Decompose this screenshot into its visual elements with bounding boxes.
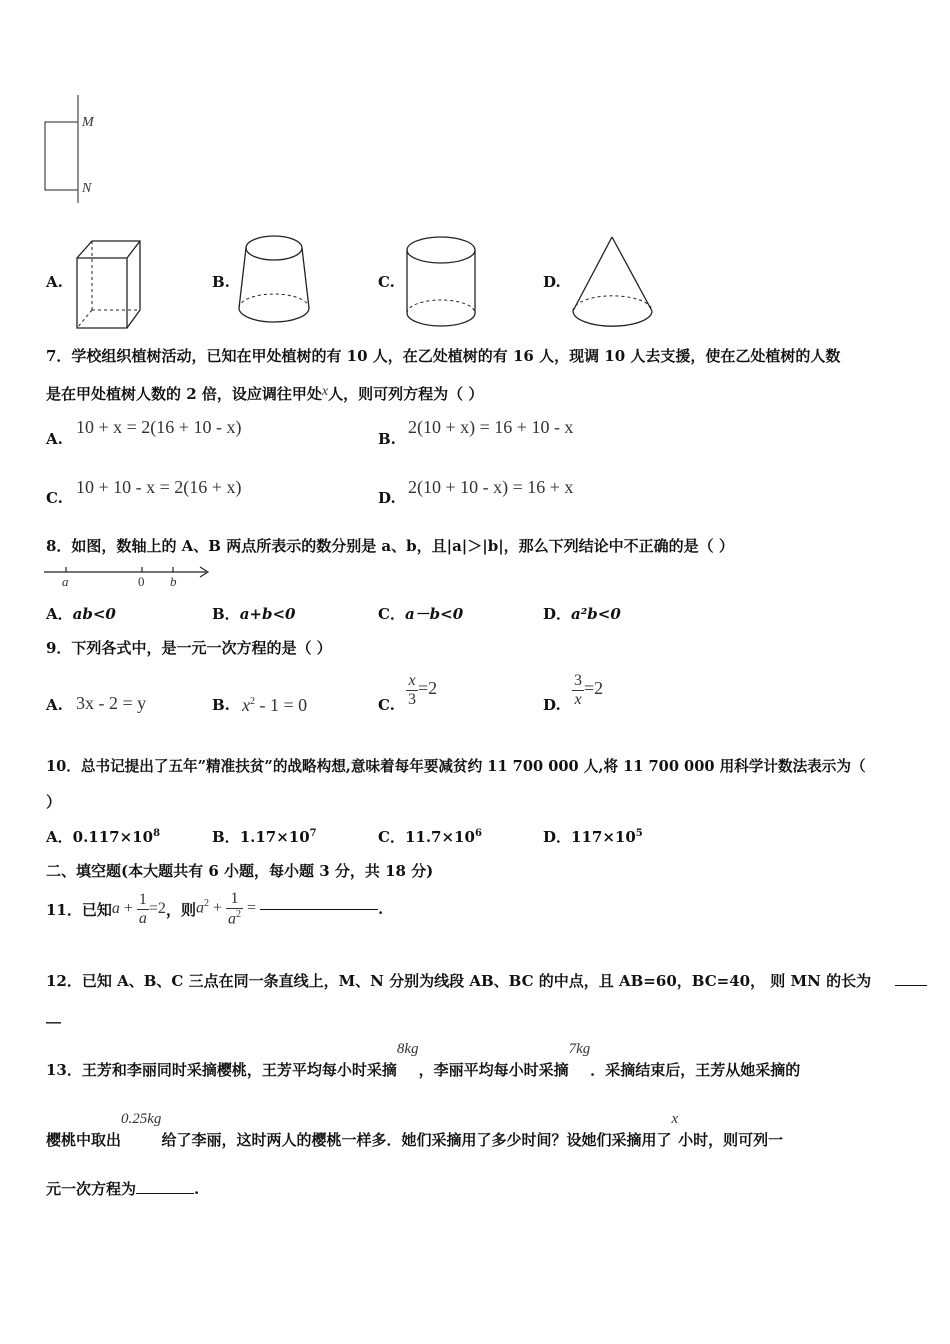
q7-option-d-label: D.: [378, 489, 396, 507]
q13-text-1c: ．采摘结束后，王芳从她采摘的: [590, 1061, 801, 1079]
q11-target-a: a: [195, 899, 204, 917]
q9-option-a-expr: 3x - 2 = y: [76, 693, 147, 713]
q13-text-3a: 元一次方程为: [46, 1180, 137, 1198]
cone-icon: [570, 233, 660, 337]
label-m: M: [82, 115, 94, 130]
q9-option-a-label: A.: [46, 696, 63, 714]
q12-stem-text: 12．已知 A、B、C 三点在同一条直线上，M、N 分别为线段 AB、BC 的中点，且 AB=60，BC=40， 则 MN 的长为: [46, 972, 872, 990]
q8-option-d-expr: a²b<0: [571, 605, 621, 623]
q10-option-d-label: D．: [543, 828, 572, 846]
q11-given-den: a: [138, 909, 147, 927]
q13-text-1b: ，李丽平均每小时采摘: [418, 1061, 569, 1079]
q10-option-d-base: 117×10: [571, 828, 636, 846]
q6-option-d-label: D.: [543, 273, 561, 291]
q8-option-b-expr: a+b<0: [239, 605, 296, 623]
q7-option-a-label: A.: [46, 430, 63, 448]
q10-option-b-label: B．: [212, 828, 240, 846]
q10-option-b-exp: 7: [309, 828, 317, 839]
q6-option-a-label: A.: [46, 273, 63, 291]
q9-option-b-label: B.: [212, 696, 230, 714]
q13-line1: [46, 1040, 800, 1080]
q8-option-c-label: C．: [378, 605, 405, 623]
q7-option-d-expr: 2(10 + 10 - x) = 16 + x: [408, 477, 574, 497]
q9-option-c-rhs: =2: [418, 678, 438, 699]
rectangle: [45, 122, 78, 190]
section-heading: 二、填空题(本大题共有 6 小题，每小题 3 分，共 18 分): [46, 862, 434, 880]
q9-option-d-label: D.: [543, 696, 561, 714]
q10-option-a-label: A．: [46, 828, 73, 846]
q9-option-b-base: x: [242, 695, 250, 715]
q8-option-a-label: A．: [46, 605, 73, 623]
q9-option-d-num: 3: [574, 672, 582, 689]
cylinder-icon: [403, 233, 483, 337]
q8-option-d-label: D．: [543, 605, 572, 623]
rotation-figure-svg: [40, 95, 120, 205]
cuboid-icon: [72, 238, 142, 337]
q7-stem-text: 是在甲处植树人数的 2 倍，设应调往甲处: [46, 385, 322, 403]
q11-suffix: .: [378, 900, 384, 918]
q7-option-b-label: B.: [378, 430, 396, 448]
q12-answer-blank[interactable]: [895, 985, 927, 986]
q12-stem: [46, 970, 927, 991]
q9-option-b-exp: 2: [250, 696, 255, 707]
q10-option-c: [378, 826, 482, 847]
q11-given-rhs: =2: [148, 899, 166, 917]
q11-target-den: a: [227, 910, 236, 928]
q9-option-b-expr: [242, 695, 307, 716]
q7-option-c-label: C.: [46, 489, 63, 507]
q13-text-2b: 给了李丽，这时两人的樱桃一样多．她们采摘用了多少时间？设她们采摘用了: [161, 1131, 672, 1149]
q11-target-num: 1: [226, 890, 243, 909]
q11-target-eq: =: [246, 899, 257, 917]
q9-stem: 9．下列各式中，是一元一次方程的是（ ）: [46, 639, 332, 657]
tick-label-b: b: [170, 574, 177, 589]
q11-then: ，则: [165, 900, 196, 919]
q9-option-d-rhs: =2: [584, 678, 604, 699]
q13-rate-wangfang: 8kg: [396, 1041, 419, 1057]
q11-given-num: 1: [138, 890, 147, 908]
q13-text-2c: 小时，则可列一: [678, 1131, 784, 1149]
q13-text-3b: .: [194, 1180, 200, 1198]
q6-rotation-figure: [40, 95, 120, 205]
q9-option-d-den: x: [574, 690, 582, 708]
q11: [46, 885, 383, 933]
q10-option-c-label: C．: [378, 828, 405, 846]
q7-option-c-expr: 10 + 10 - x = 2(16 + x): [76, 477, 242, 497]
q13-line3: [46, 1178, 199, 1199]
tick-label-a: a: [62, 574, 69, 589]
q10-stem-line2: ）: [46, 793, 62, 811]
q13-answer-blank[interactable]: [136, 1193, 194, 1194]
q8-option-c-expr: a－b<0: [404, 605, 464, 623]
q11-target-den-exp: 2: [235, 908, 241, 920]
q8-option-a-expr: ab<0: [72, 605, 116, 623]
q11-target-expr: [196, 890, 256, 928]
q9-option-d-expr: [572, 672, 603, 708]
q10-stem-line1: 10．总书记提出了五年”精准扶贫”的战略构想,意味着每年要减贫约 11 700 000 人,将 11 700 000 用科学计数法表示为（: [46, 758, 866, 775]
q13-line2: [46, 1110, 783, 1150]
q10-option-a-base: 0.117×10: [72, 828, 154, 846]
q10-option-d: [543, 826, 643, 847]
q11-target-exp: 2: [203, 898, 209, 910]
q12-stem-line2: __: [46, 1006, 61, 1024]
q8-stem: 8．如图，数轴上的 A、B 两点所表示的数分别是 a、b，且|a|＞|b|，那么下列结论中不正确的是（ ）: [46, 537, 734, 555]
q7-variable: x: [321, 384, 329, 399]
q11-target-plus: +: [212, 899, 222, 917]
q13-text-1a: 13．王芳和李丽同时采摘樱桃，王芳平均每小时采摘: [46, 1061, 397, 1079]
q9-option-b-rest: - 1 = 0: [255, 695, 308, 715]
q6-option-b-label: B.: [212, 273, 230, 291]
q13-rate-lili: 7kg: [568, 1041, 591, 1057]
q11-given-expr: [112, 891, 166, 927]
q9-option-c-label: C.: [378, 696, 395, 714]
q9-option-c-den: 3: [408, 690, 416, 708]
q11-answer-blank[interactable]: [260, 909, 378, 910]
q8-option-b-label: B．: [212, 605, 240, 623]
q8-option-a: [46, 603, 116, 624]
q11-given-plus: +: [123, 899, 133, 917]
q7-option-b-expr: 2(10 + x) = 16 + 10 - x: [408, 417, 574, 437]
q13-text-2a: 樱桃中取出: [46, 1131, 122, 1149]
q7-option-a-expr: 10 + x = 2(16 + 10 - x): [76, 417, 242, 437]
q10-option-c-exp: 6: [474, 828, 482, 839]
q8-option-c: [378, 603, 463, 624]
q10-option-a-exp: 8: [153, 828, 161, 839]
q9-option-c-expr: [406, 672, 437, 708]
q7-stem-line2: [46, 383, 483, 404]
q10-option-c-base: 11.7×10: [404, 828, 475, 846]
q10-option-d-exp: 5: [635, 828, 643, 839]
q13-variable: x: [671, 1111, 679, 1127]
q10-option-b-base: 1.17×10: [239, 828, 310, 846]
frustum-icon: [236, 233, 316, 337]
number-line: [44, 562, 219, 596]
q10-option-a: [46, 826, 160, 847]
q7-stem-line1: 7．学校组织植树活动，已知在甲处植树的有 10 人，在乙处植树的有 16 人，现调 10 人去支援，使在乙处植树的人数: [46, 347, 841, 365]
q11-prefix: 11．已知: [46, 900, 112, 919]
q8-option-d: [543, 603, 621, 624]
q13-transfer-amount: 0.25kg: [121, 1111, 162, 1127]
tick-label-zero: 0: [138, 574, 145, 589]
q6-option-c-label: C.: [378, 273, 395, 291]
q7-stem-end: 人，则可列方程为（ ）: [328, 385, 484, 403]
q9-option-c-num: x: [406, 672, 418, 691]
label-n: N: [82, 181, 92, 196]
q11-given-a: a: [111, 899, 120, 917]
q10-option-b: [212, 826, 317, 847]
q8-option-b: [212, 603, 295, 624]
